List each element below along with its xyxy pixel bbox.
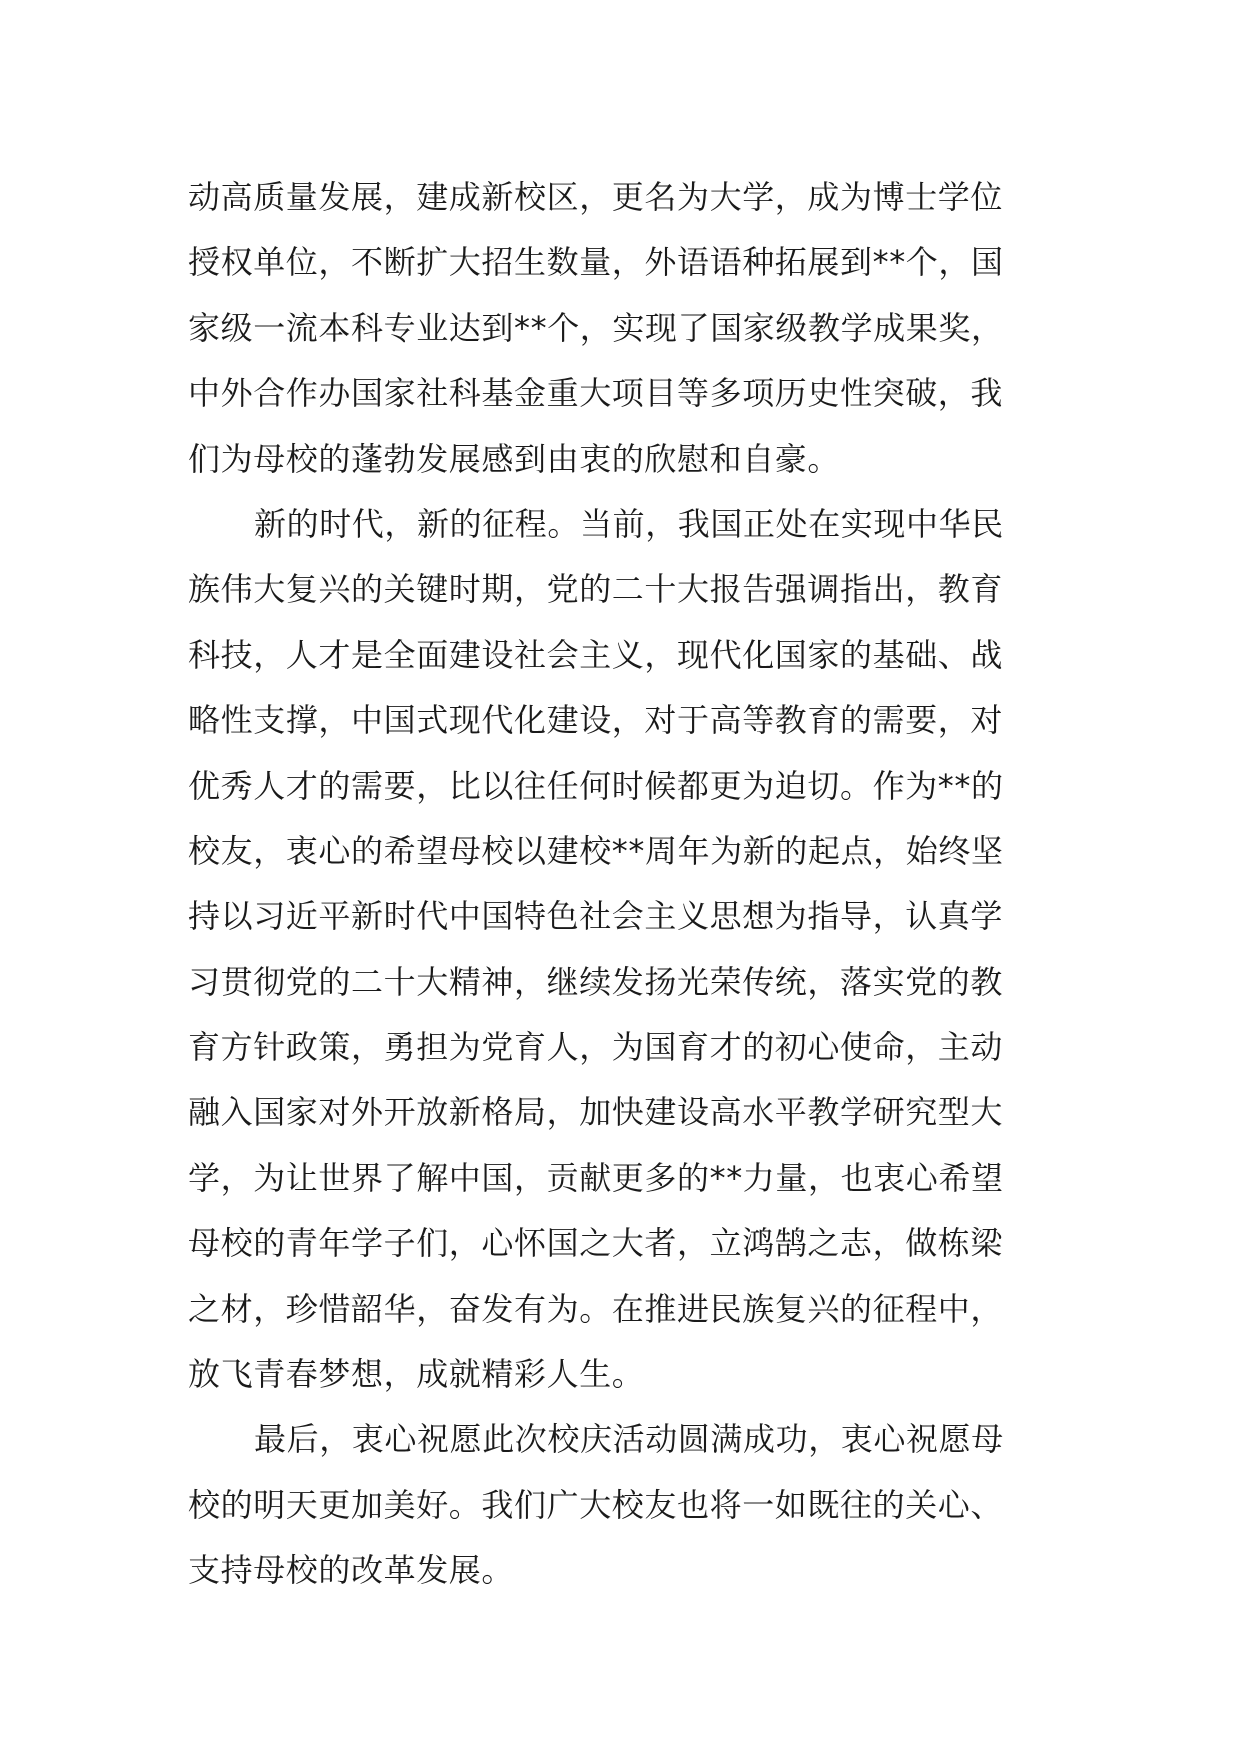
text-line: 之材，珍惜韶华，奋发有为。在推进民族复兴的征程中， [188, 1289, 1004, 1328]
text-line: 校的明天更加美好。我们广大校友也将一如既往的关心、 [188, 1485, 1004, 1524]
paragraph-1 [188, 165, 1060, 492]
paragraph-2 [188, 492, 1060, 1407]
document-body [188, 165, 1060, 1604]
text-line-indented: 最后，衷心祝愿此次校庆活动圆满成功，衷心祝愿母 [254, 1420, 1004, 1459]
text-line: 融入国家对外开放新格局，加快建设高水平教学研究型大 [188, 1093, 1004, 1132]
text-line: 持以习近平新时代中国特色社会主义思想为指导，认真学 [188, 897, 1004, 936]
text-line: 优秀人才的需要，比以往任何时候都更为迫切。作为**的 [188, 766, 1004, 805]
text-line: 支持母校的改革发展。 [188, 1551, 515, 1590]
text-line: 们为母校的蓬勃发展感到由衷的欣慰和自豪。 [188, 439, 841, 478]
text-line: 动高质量发展，建成新校区，更名为大学，成为博士学位 [188, 178, 1004, 216]
text-line: 略性支撑，中国式现代化建设，对于高等教育的需要，对 [188, 701, 1004, 740]
text-line: 放飞青春梦想，成就精彩人生。 [188, 1355, 645, 1394]
text-line: 育方针政策，勇担为党育人，为国育才的初心使命，主动 [188, 1028, 1004, 1067]
text-line: 学，为让世界了解中国，贡献更多的**力量，也衷心希望 [188, 1158, 1004, 1197]
text-line: 校友，衷心的希望母校以建校**周年为新的起点，始终坚 [188, 831, 1004, 870]
text-line: 族伟大复兴的关键时期，党的二十大报告强调指出，教育 [188, 570, 1004, 609]
text-line-indented: 新的时代，新的征程。当前，我国正处在实现中华民 [254, 504, 1004, 543]
text-line: 中外合作办国家社科基金重大项目等多项历史性突破，我 [188, 374, 1004, 413]
text-line: 科技，人才是全面建设社会主义，现代化国家的基础、战 [188, 635, 1004, 674]
text-line: 家级一流本科专业达到**个，实现了国家级教学成果奖， [188, 308, 1004, 347]
text-line: 授权单位，不断扩大招生数量，外语语种拓展到**个，国 [188, 243, 1004, 282]
text-line: 习贯彻党的二十大精神，继续发扬光荣传统，落实党的教 [188, 962, 1004, 1001]
paragraph-3 [188, 1407, 1060, 1603]
text-line: 母校的青年学子们，心怀国之大者，立鸿鹄之志，做栋梁 [188, 1224, 1004, 1263]
